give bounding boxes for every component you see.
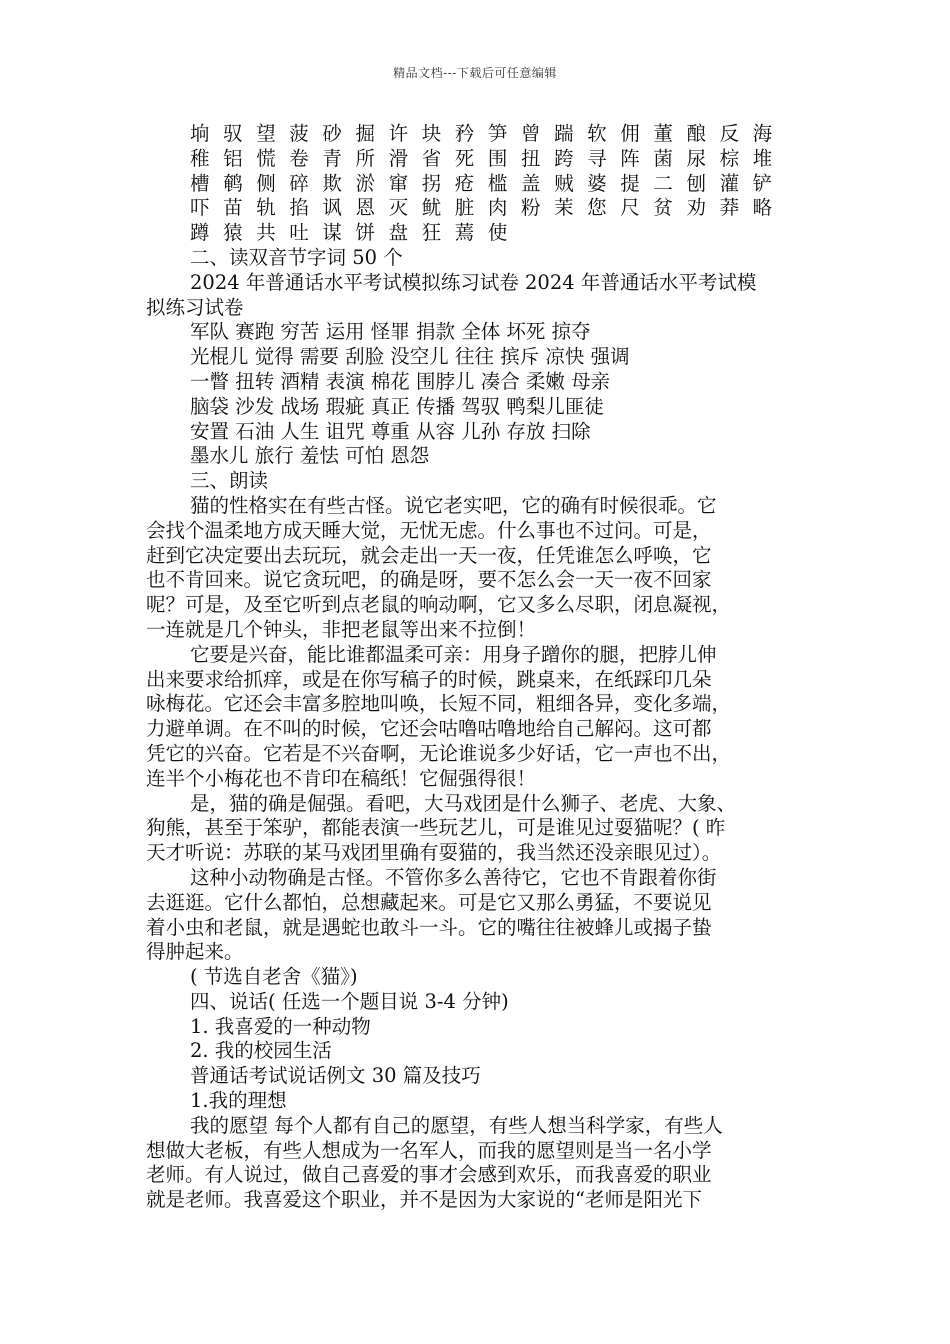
exam-title: 2024 年普通话水平考试模拟练习试卷 2024 年普通话水平考试模 bbox=[190, 270, 757, 294]
char-row: 吓 苗 轨 掐 讽 恩 灭 鱿 脏 肉 粉 茉 您 尺 贫 劝 莽 略 bbox=[190, 196, 778, 220]
word-row: 光棍儿 觉得 需要 刮脸 没空儿 往往 摈斥 凉快 强调 bbox=[190, 345, 630, 369]
paragraph-line: 咏梅花。它还会丰富多腔地叫唤，长短不同，粗细各异，变化多端， bbox=[146, 692, 732, 716]
paragraph-line: 着小虫和老鼠，就是遇蛇也敢斗一斗。它的嘴往往被蜂儿或揭子蛰 bbox=[146, 915, 712, 939]
char-row: 稚 铝 慌 卷 青 所 滑 省 死 围 扭 跨 寻 阵 菌 尿 棕 堆 bbox=[190, 146, 778, 170]
paragraph-line: 会找个温柔地方成天睡大觉，无忧无虑。什么事也不过问。可是， bbox=[146, 518, 712, 542]
paragraph-line: 狗熊，甚至于笨驴，都能表演一些玩艺儿，可是谁见过耍猫呢？( 昨 bbox=[146, 816, 726, 840]
word-row: 军队 赛跑 穷苦 运用 怪罪 捐款 全体 坏死 掠夺 bbox=[190, 320, 591, 344]
paragraph-line: 就是老师。我喜爱这个职业，并不是因为大家说的“老师是阳光下 bbox=[146, 1188, 702, 1212]
document-body bbox=[146, 122, 811, 1213]
word-row: 一瞥 扭转 酒精 表演 棉花 围脖儿 凑合 柔嫩 母亲 bbox=[190, 369, 611, 393]
sample-title: 普通话考试说话例文 30 篇及技巧 bbox=[190, 1064, 481, 1088]
paragraph-line: 一连就是几个钟头，非把老鼠等出来不拉倒！ bbox=[146, 617, 537, 641]
reading-source: ( 节选自老舍《猫》) bbox=[190, 965, 358, 989]
paragraph-line: 凭它的兴奋。它若是不兴奋啊，无论谁说多少好话，它一声也不出， bbox=[146, 741, 732, 765]
topic-item: 2. 我的校园生活 bbox=[190, 1039, 332, 1063]
word-row: 安置 石油 人生 诅咒 尊重 从容 儿孙 存放 扫除 bbox=[190, 419, 591, 443]
char-row: 蹲 猿 共 吐 谋 饼 盘 狂 蔫 使 bbox=[190, 221, 513, 245]
section-title: 四、说话( 任选一个题目说 3-4 分钟) bbox=[190, 989, 509, 1013]
word-row: 墨水儿 旅行 羞怯 可怕 恩怨 bbox=[190, 444, 430, 468]
paragraph-line: 得肿起来。 bbox=[146, 940, 244, 964]
exam-title-continued: 拟练习试卷 bbox=[146, 295, 244, 319]
paragraph-line: 连半个小梅花也不肯印在稿纸！它倔强得很！ bbox=[146, 766, 537, 790]
paragraph-line: 我的愿望 每个人都有自己的愿望，有些人想当科学家，有些人 bbox=[190, 1113, 723, 1137]
paragraph-line: 去逛逛。它什么都怕，总想藏起来。可是它又那么勇猛，不要说见 bbox=[146, 890, 712, 914]
paragraph-line: 它要是兴奋，能比谁都温柔可亲：用身子蹭你的腿，把脖儿伸 bbox=[190, 642, 717, 666]
page-header: 精品文档---下载后可任意编辑 bbox=[393, 66, 557, 80]
paragraph-line: 力避单调。在不叫的时候，它还会咕噜咕噜地给自己解闷。这可都 bbox=[146, 717, 712, 741]
sample-heading: 1.我的理想 bbox=[190, 1089, 287, 1113]
paragraph-line: 是，猫的确是倔强。看吧，大马戏团是什么狮子、老虎、大象、 bbox=[190, 791, 737, 815]
char-row: 槽 鹌 侧 碎 欺 淤 窜 拐 疮 槛 盖 贼 婆 提 二 刨 灌 铲 bbox=[190, 171, 778, 195]
section-title: 三、朗读 bbox=[190, 469, 269, 493]
topic-item: 1. 我喜爱的一种动物 bbox=[190, 1014, 371, 1038]
paragraph-line: 呢？可是，及至它听到点老鼠的响动啊，它又多么尽职，闭息凝视， bbox=[146, 593, 732, 617]
paragraph-line: 也不肯回来。说它贪玩吧，的确是呀，要不怎么会一天一夜不回家 bbox=[146, 568, 712, 592]
word-row: 脑袋 沙发 战场 瑕疵 真正 传播 驾驭 鸭梨儿匪徒 bbox=[190, 394, 604, 418]
paragraph-line: 赶到它决定要出去玩玩，就会走出一天一夜，任凭谁怎么呼唤，它 bbox=[146, 543, 712, 567]
paragraph-line: 猫的性格实在有些古怪。说它老实吧，它的确有时候很乖。它 bbox=[190, 493, 717, 517]
paragraph-line: 老师。有人说过，做自己喜爱的事才会感到欢乐，而我喜爱的职业 bbox=[146, 1163, 712, 1187]
char-row: 垧 驭 望 菠 砂 掘 许 块 矜 笋 曾 踹 软 佣 董 酿 反 海 bbox=[190, 122, 778, 145]
section-title: 二、读双音节字词 50 个 bbox=[190, 245, 403, 269]
paragraph-line: 天才听说：苏联的某马戏团里确有耍猫的，我当然还没亲眼见过）。 bbox=[146, 841, 722, 865]
paragraph-line: 这种小动物确是古怪。不管你多么善待它，它也不肯跟着你街 bbox=[190, 865, 717, 889]
paragraph-line: 出来要求给抓痒，或是在你写稿子的时候，跳桌来，在纸踩印几朵 bbox=[146, 667, 712, 691]
paragraph-line: 想做大老板，有些人想成为一名军人，而我的愿望则是当一名小学 bbox=[146, 1138, 712, 1162]
